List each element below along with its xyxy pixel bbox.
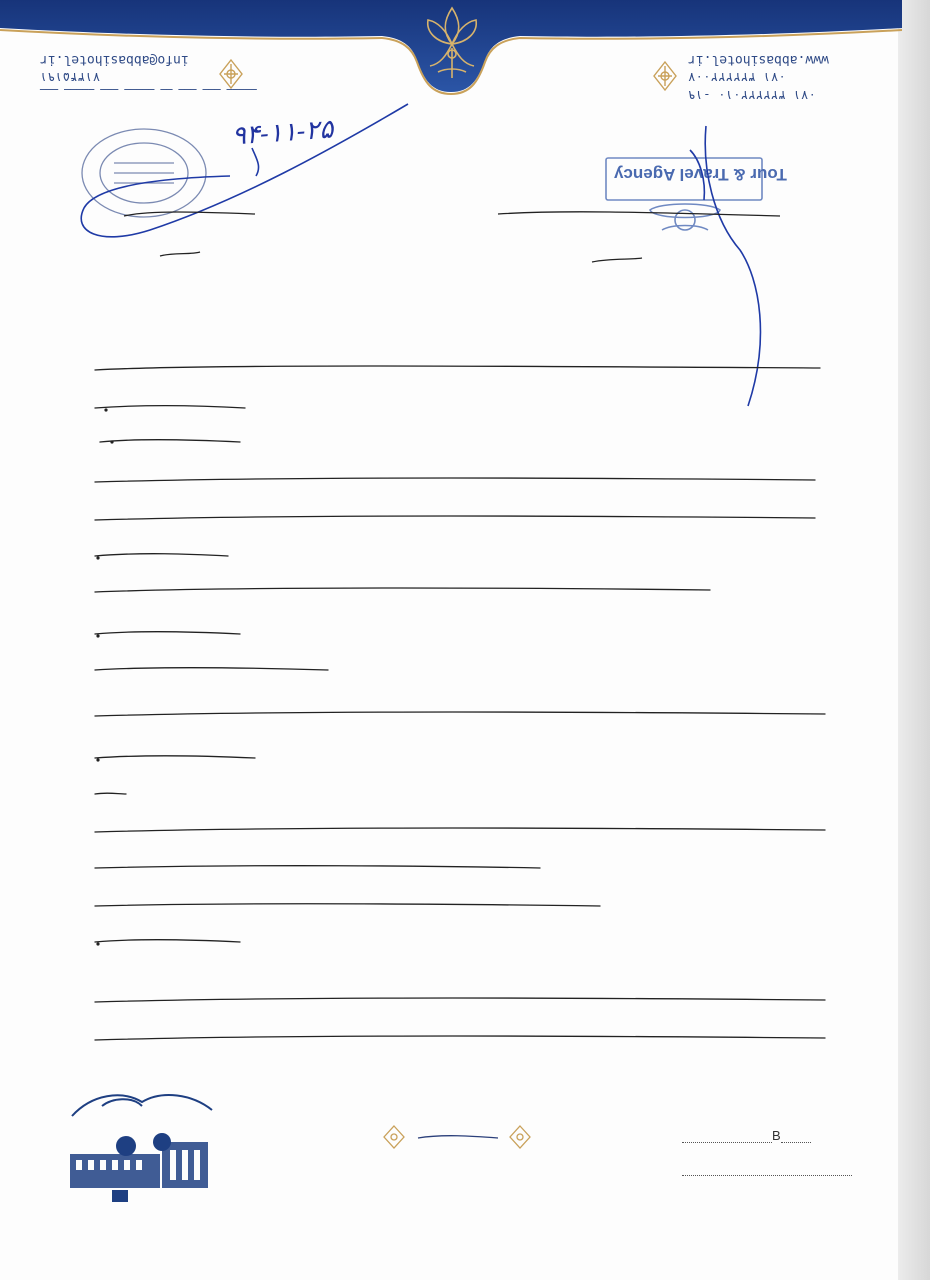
hotel-building-icon xyxy=(62,1076,222,1206)
number-field-line xyxy=(682,1133,772,1143)
number-field-label: B xyxy=(772,1128,781,1143)
number-field-line xyxy=(781,1133,811,1143)
handwritten-date: ۹۴-۱۱-۲۵ xyxy=(231,114,335,152)
footer-ornament xyxy=(382,1124,532,1150)
date-field-line xyxy=(682,1166,852,1176)
website-address: www.abbasihotel.ir xyxy=(688,52,829,67)
fax-number: ۰۷۱ ۳۲۲۲۲۲۰۰۷ xyxy=(688,70,786,85)
address-line: ـــ ـــــ ـــ ـــــ ــ ـــ ـــ ـــــ xyxy=(40,86,257,97)
date-field xyxy=(682,1164,852,1176)
phone-number: ۰۷۱ ۳۲۲۲۲۲۰۱۰ -۱۹ xyxy=(688,88,816,103)
postal-code: ۷۱۳۴۵۱۹۱ xyxy=(40,70,101,85)
number-field xyxy=(682,1128,811,1143)
agency-name: Tour & Travel Agency xyxy=(614,165,787,184)
email-address: info@abbasihotel.ir xyxy=(40,52,189,67)
